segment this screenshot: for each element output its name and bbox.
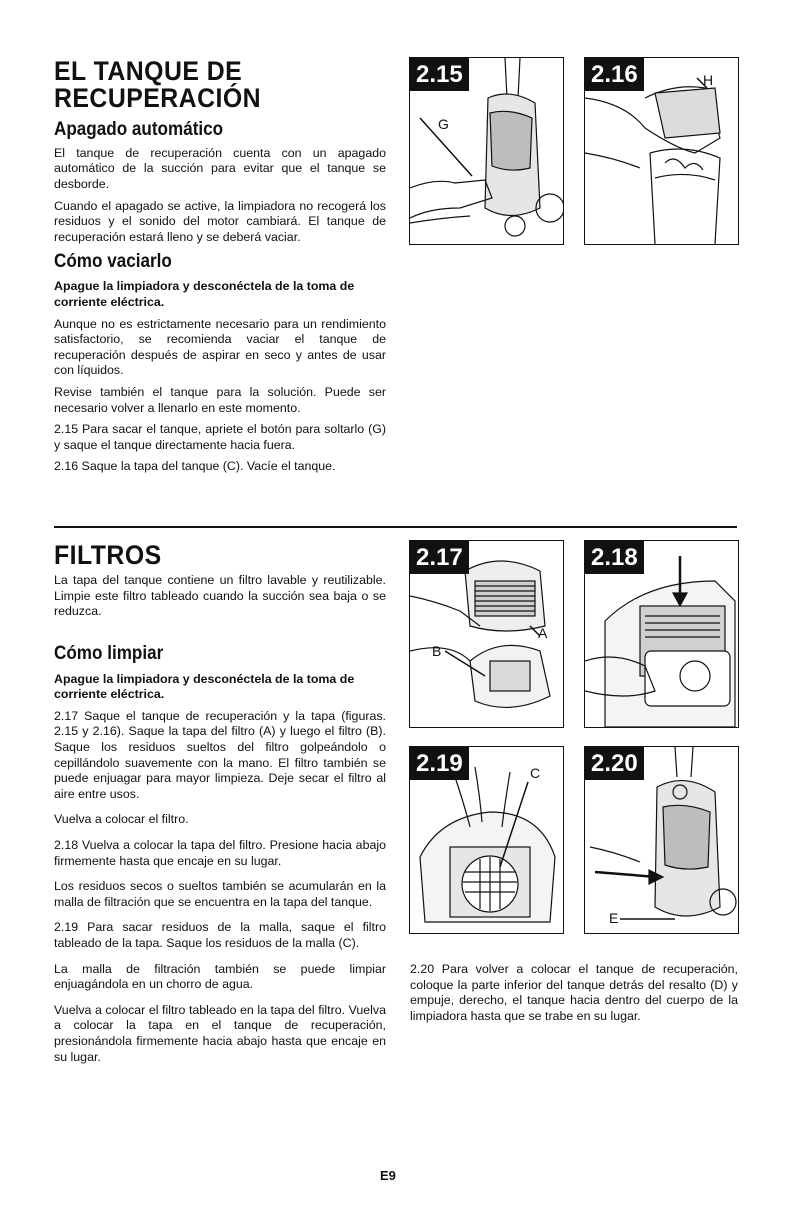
paragraph: Revise también el tanque para la solución. Puede ser necesario volver a llenarlo en este momento.	[54, 384, 386, 415]
figure-2-15	[409, 57, 564, 245]
figure-2-19	[409, 746, 564, 934]
paragraph: 2.19 Para sacar residuos de la malla, saque el filtro tableado de la tapa. Saque los residuos de la malla (C).	[54, 920, 386, 950]
paragraph: Vuelva a colocar el filtro tableado en la tapa del filtro. Vuelva a colocar la tapa en el tanque de recuperación, presionándola firmemente hacia abajo hasta que encaje en su lugar.	[54, 1002, 386, 1064]
paragraph: Vuelva a colocar el filtro.	[54, 812, 189, 827]
callout-g: G	[438, 116, 449, 132]
callout-a: A	[538, 625, 548, 641]
section-tanque	[54, 58, 386, 475]
paragraph: 2.18 Vuelva a colocar la tapa del filtro. Presione hacia abajo firmemente hasta que encaje en su lugar.	[54, 838, 386, 868]
subheading-vaciarlo: Cómo vaciarlo	[54, 251, 172, 273]
figure-label: 2.17	[410, 541, 469, 574]
callout-h: H	[703, 72, 714, 88]
paragraph: Aunque no es estrictamente necesario para un rendimiento satisfactorio, se recomienda vaciar el tanque de recuperación después de aspirar en seco y antes de usar con líquidos.	[54, 316, 386, 378]
section-divider	[54, 526, 737, 528]
subheading-limpiar: Cómo limpiar	[54, 642, 164, 664]
figure-label: 2.16	[585, 58, 644, 91]
paragraph: 2.15 Para sacar el tanque, apriete el botón para soltarlo (G) y saque el tanque directamente hacia fuera.	[54, 422, 386, 452]
figure-2-18	[584, 540, 739, 728]
paragraph: 2.17 Saque el tanque de recuperación y la tapa (figuras. 2.15 y 2.16). Saque la tapa del filtro (A) y luego el filtro (B). Saque los residuos sueltos del filtro golpeándolo o cepillándolo suavemente con la mano. El filtro también se puede enjuagar para mayor limpieza. Deje secar el filtro al aire entre usos.	[54, 708, 386, 801]
paragraph: Cuando el apagado se active, la limpiadora no recogerá los residuos y el sonido del motor cambiará. El tanque de recuperación estará lleno y se deberá vaciar.	[54, 198, 386, 244]
paragraph: El tanque de recuperación cuenta con un apagado automático de la succión para evitar que el tanque se desborde.	[54, 145, 386, 192]
callout-e: E	[609, 910, 619, 926]
subheading-apagado: Apagado automático	[54, 119, 224, 140]
paragraph: Los residuos secos o sueltos también se acumularán en la malla de filtración que se encuentra en la tapa del tanque.	[54, 879, 386, 909]
figure-2-16	[584, 57, 739, 245]
caption-2-20: 2.20 Para volver a colocar el tanque de recuperación, coloque la parte inferior del tanque detrás del resalto (D) y empuje, derecho, el tanque hacia dentro del cuerpo de la limpiadora hasta que se trabe en su lugar.	[410, 962, 738, 1023]
figure-2-17	[409, 540, 564, 728]
figure-label: 2.18	[585, 541, 644, 574]
page-number: E9	[380, 1168, 396, 1183]
paragraph: 2.16 Saque la tapa del tanque (C). Vacíe el tanque.	[54, 459, 336, 474]
paragraph: La tapa del tanque contiene un filtro lavable y reutilizable. Limpie este filtro tableado cuando la succión sea baja o se reduzca.	[54, 573, 386, 619]
callout-b: B	[432, 643, 442, 659]
figure-label: 2.15	[410, 58, 469, 91]
section-title-tanque: EL TANQUE DE RECUPERACIÓN	[54, 56, 262, 113]
figure-2-20	[584, 746, 739, 934]
figure-label: 2.19	[410, 747, 469, 780]
section-title-filtros: FILTROS	[54, 540, 162, 570]
paragraph: La malla de filtración también se puede limpiar enjuagándola en un chorro de agua.	[54, 961, 386, 992]
section-filtros	[54, 542, 386, 1065]
warning-text: Apague la limpiadora y desconéctela de la toma de corriente eléctrica.	[54, 671, 355, 702]
figure-label: 2.20	[585, 747, 644, 780]
warning-text: Apague la limpiadora y desconéctela de la toma de corriente eléctrica.	[54, 279, 355, 309]
callout-c: C	[530, 765, 541, 781]
